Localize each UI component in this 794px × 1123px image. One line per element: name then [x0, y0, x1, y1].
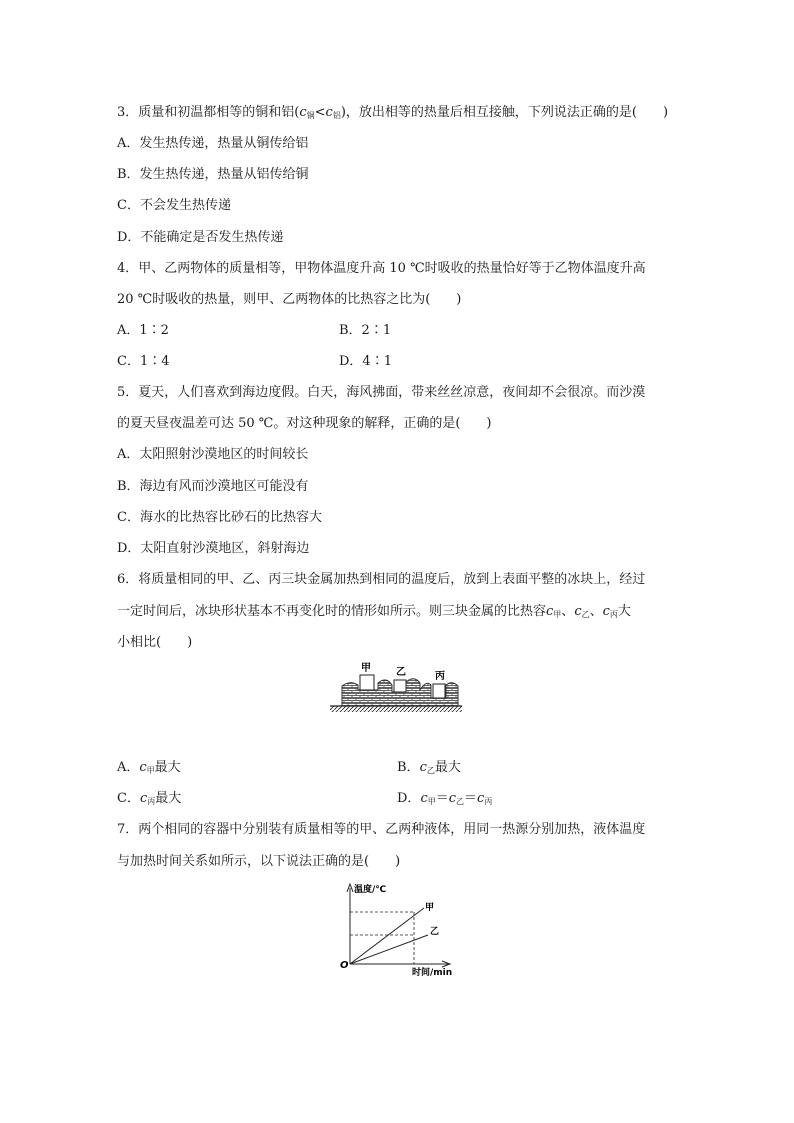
label-bing: 丙 — [435, 671, 445, 682]
q6-stem-line2: 一定时间后，冰块形状基本不再变化时的情形如所示。则三块金属的比热容$c_甲$、$c_乙$、$c_丙$大 — [117, 604, 631, 619]
q6-option-d: D．$c_甲=c_乙=c_丙$ — [397, 791, 493, 806]
origin-label: O — [340, 960, 349, 971]
q5-stem-line1: 5．夏天，人们喜欢到海边度假。白天，海风拂面，带来丝丝凉意，夜间却不会很凉。而沙漠 — [117, 385, 646, 400]
metal-bing — [433, 684, 445, 698]
line-yi — [350, 935, 428, 964]
q6-option-c: C．$c_丙$最大 — [117, 791, 182, 806]
label-jia: 甲 — [361, 663, 371, 674]
q4-option-c: C．1∶4 — [117, 354, 170, 369]
q3-option-d: D．不能确定是否发生热传递 — [117, 230, 284, 245]
q7-stem-line2: 与加热时间关系如所示，以下说法正确的是( ) — [117, 854, 401, 869]
y-axis-label: 温度/℃ — [354, 885, 387, 895]
q7-stem-line1: 7．两个相同的容器中分别装有质量相等的甲、乙两种液体，用同一热源分别加热，液体温度 — [117, 822, 646, 837]
line-jia — [350, 908, 424, 964]
q4-stem-line1: 4．甲、乙两物体的质量相等，甲物体温度升高 10 ℃时吸收的热量恰好等于乙物体温度升高 — [117, 261, 646, 276]
q3-option-b: B．发生热传递，热量从铝传给铜 — [117, 167, 309, 182]
metal-jia — [360, 675, 374, 690]
label-line-jia: 甲 — [425, 903, 435, 913]
ice-block-figure — [330, 658, 462, 718]
q6-option-a: A．$c_甲$最大 — [117, 760, 181, 775]
q5-option-b: B．海边有风而沙漠地区可能没有 — [117, 479, 309, 494]
q5-option-d: D．太阳直射沙漠地区，斜射海边 — [117, 541, 310, 556]
label-yi: 乙 — [396, 667, 406, 678]
ground-hatch — [330, 706, 462, 712]
q4-stem-line2: 20 ℃时吸收的热量，则甲、乙两物体的比热容之比为( ) — [117, 292, 462, 307]
q6-stem-line3: 小相比( ) — [117, 635, 193, 650]
q4-option-b: B．2∶1 — [339, 323, 392, 338]
q5-option-a: A．太阳照射沙漠地区的时间较长 — [117, 447, 309, 462]
q3-stem: 3．质量和初温都相等的铜和铝$(c_铜<c_铝)$，放出相等的热量后相互接触，下列说法正确的是( ) — [117, 105, 669, 120]
q5-option-c: C．海水的比热容比砂石的比热容大 — [117, 510, 322, 525]
q6-option-b: B．$c_乙$最大 — [397, 760, 461, 775]
temperature-time-graph — [336, 880, 466, 978]
label-line-yi: 乙 — [430, 927, 440, 937]
q5-stem-line2: 的夏天昼夜温差可达 50 ℃。对这种现象的解释，正确的是( ) — [117, 416, 492, 431]
q4-option-d: D．4∶1 — [339, 354, 392, 369]
q4-option-a: A．1∶2 — [117, 323, 169, 338]
q3-option-c: C．不会发生热传递 — [117, 198, 231, 213]
x-axis-label: 时间/min — [412, 968, 453, 978]
q3-option-a: A．发生热传递，热量从铜传给铝 — [117, 136, 309, 151]
q6-stem-line1: 6．将质量相同的甲、乙、丙三块金属加热到相同的温度后，放到上表面平整的冰块上，经过 — [117, 572, 646, 587]
metal-yi — [394, 680, 406, 692]
